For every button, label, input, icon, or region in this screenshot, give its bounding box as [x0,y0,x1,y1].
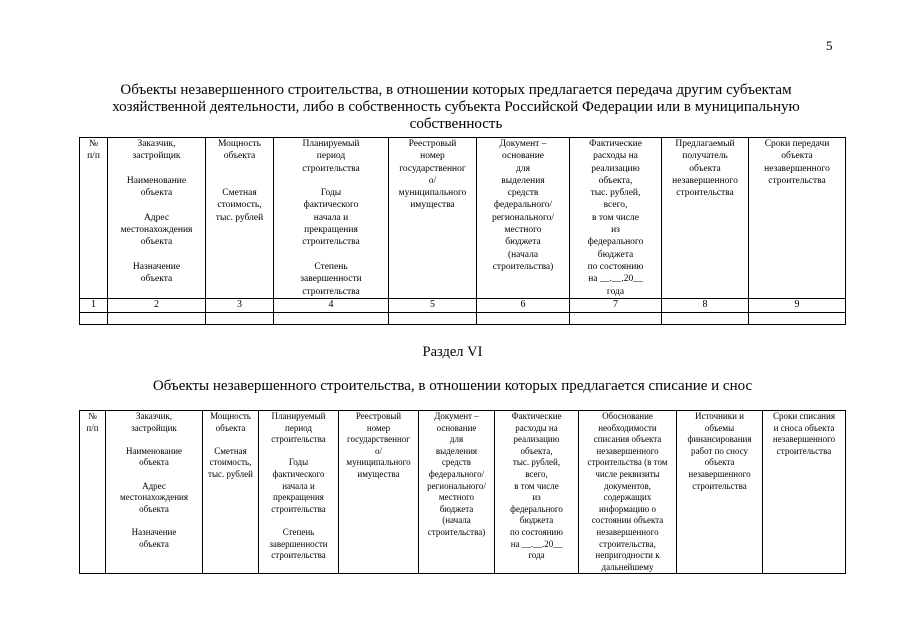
table-cell [206,313,274,325]
header-text-line: государственног [346,434,411,445]
column-header [106,411,203,574]
header-text-line: расходы на [515,422,558,433]
column-number-cell: 4 [274,299,389,313]
table-header-row [80,138,846,299]
header-text-line: строительства [768,175,826,186]
header-text-line: документов, [603,480,652,491]
header-text-line: объекта [215,422,246,433]
column-header [108,138,206,299]
header-text-line [204,434,257,446]
header-text-line: Сметная [214,445,247,456]
header-text-line: фактического [272,468,325,479]
table-cell [389,313,477,325]
column-number-cell: 6 [477,299,570,313]
header-text-line: строительства [271,434,326,445]
header-text-line: Предлагаемый [675,139,735,149]
header-text-line: Наименование [125,445,183,456]
header-text-line: местонахождения [119,492,189,503]
header-text-line: завершенности [300,274,362,285]
column-header [419,411,495,574]
header-text-line: содержащих [603,492,652,503]
column-header [259,411,339,574]
header-text-line: регионального/ [491,212,555,223]
column-header [677,411,763,574]
header-text-line: незавершенного [596,526,659,537]
header-text-line: Документ – [499,139,547,149]
column-header [203,411,259,574]
table-cell [108,313,206,325]
header-text-line: Сроки списания [773,411,835,421]
header-text-line: федерального [587,237,644,248]
header-text-line: о/ [428,175,437,186]
header-text-line: выделения [435,445,478,456]
header-text-line: начала и [282,480,315,491]
column-number-cell: 2 [108,299,206,313]
header-text-line: стоимость, [217,200,262,211]
header-text-line: объекта [140,274,173,285]
header-text-line: в том числе [592,212,639,223]
header-text-line: бюджета [597,249,634,260]
header-text-line: Степень [314,261,348,272]
section5-table [79,137,846,325]
column-header [206,138,274,299]
column-number-cell: 5 [389,299,477,313]
header-text-line: номер [420,151,445,162]
header-text-line: Адрес [142,480,166,491]
header-text-line: списания объекта [593,434,662,445]
column-header [80,411,106,574]
column-header [763,411,846,574]
header-text-line [207,163,272,175]
header-text-line [109,163,204,175]
header-text-line: для [516,163,530,174]
header-text-line: Назначение [132,261,181,272]
header-text-line: строительства [302,163,360,174]
header-text-line: незавершенного [772,434,836,445]
header-text-line: информацию о [598,503,657,514]
header-text-line: незавершенного [764,163,830,174]
header-text-line: в том числе [514,480,559,491]
header-text-line: года [528,550,545,561]
header-text-line: основание [436,422,477,433]
column-number-cell: 1 [80,299,108,313]
header-text-line: начала и [313,212,349,223]
header-text-line: дальнейшему [601,561,654,572]
column-header [339,411,419,574]
section-heading: Раздел VI [422,344,483,360]
header-text-line: реализацию [513,434,560,445]
header-text-line: объекта, [598,175,633,186]
header-text-line: объекта [781,151,813,162]
header-text-line: объекта [139,538,169,549]
header-text-line [107,469,201,481]
header-text-line: прекращения [273,492,324,503]
column-header [749,138,846,299]
table-cell [662,313,749,325]
header-text-line: реализацию [591,163,640,174]
header-text-line: федерального/ [493,200,553,211]
column-header [274,138,389,299]
header-text-line: застройщик [131,422,177,433]
header-text-line: имущества [410,200,455,211]
header-text-line: прекращения [304,225,358,236]
column-header [389,138,477,299]
table-cell [749,313,846,325]
header-text-line: основание [502,151,544,162]
header-text-line: на __.__.20__ [588,274,643,285]
header-text-line: Заказчик, [135,411,173,421]
header-text-line: завершенности [269,538,328,549]
header-text-line: имущества [357,468,400,479]
header-text-line: муниципального [398,188,467,199]
header-text-line: период [316,151,346,162]
header-text-line: строительства [692,480,747,491]
header-text-line: застройщик [132,151,181,162]
header-text-line: всего, [603,200,628,211]
header-text-line: № [88,411,97,421]
column-number-cell: 8 [662,299,749,313]
table-cell [274,313,389,325]
header-text-line: по состоянию [587,261,644,272]
header-text-line: строительства, [599,538,656,549]
header-text-line [260,446,337,458]
header-text-line: необходимости [598,422,657,433]
header-text-line: незавершенного [596,445,659,456]
column-number-row [80,299,846,313]
header-text-line: бюджета [439,503,474,514]
table-row [80,313,846,325]
header-text-line: федерального [510,503,563,514]
header-text-line: стоимость, [209,457,252,468]
header-text-line: Заказчик, [137,139,176,149]
header-text-line: из [532,492,541,503]
header-text-line: строительства [776,445,832,456]
header-text-line: федерального/ [428,468,485,479]
header-text-line: Планируемый [302,139,360,149]
header-text-line: строительства [271,550,326,561]
header-text-line: состоянии объекта [591,515,664,526]
header-text-line: местонахождения [120,225,193,236]
header-text-line: незавершенного [672,175,738,186]
header-text-line: Планируемый [271,411,326,421]
header-text-line: строительства [302,286,360,297]
header-text-line: объекта [140,188,173,199]
header-text-line: п/п [87,151,100,162]
header-text-line: по состоянию [510,526,563,537]
header-text-line: объекта [223,151,256,162]
header-text-line: п/п [86,422,99,433]
table-header-row [80,411,846,574]
header-text-line: строительства [676,188,734,199]
header-text-line: выделения [501,175,545,186]
header-text-line [275,175,387,187]
header-text-line: строительства (в том [587,457,668,468]
column-header [662,138,749,299]
header-text-line: Назначение [131,526,177,537]
header-text-line: Мощность [210,411,251,421]
header-text-line [260,515,337,527]
header-text-line: получатель [682,151,728,162]
header-text-line: тыс. рублей [208,468,253,479]
column-number-cell: 9 [749,299,846,313]
header-text-line: Документ – [434,411,479,421]
header-text-line: объекта, [520,445,553,456]
section6-table [79,410,846,574]
header-text-line: Адрес [143,212,170,223]
header-text-line: (начала [442,515,471,526]
header-text-line: на __.__.20__ [510,538,563,549]
column-header [579,411,677,574]
header-text-line: Сроки передачи [764,139,830,149]
header-text-line: местного [438,492,475,503]
section6-title: Объекты незавершенного строительства, в отношении которых предлагается списание и снос [152,378,753,394]
header-text-line: Реестровый [355,411,402,421]
column-header [495,411,579,574]
section5-title: Объекты незавершенного строительства, в отношении которых предлагается передача другим субъектам хозяйственной деятельности, либо в собственность субъекта Российской Федерации или в муниципальную собственность [112,82,800,132]
header-text-line: объекта [140,237,173,248]
column-header [477,138,570,299]
header-text-line: Источники и [695,411,744,421]
column-number-cell: 3 [206,299,274,313]
header-text-line: Степень [282,526,315,537]
column-number-cell: 7 [570,299,662,313]
header-text-line: непригодности к [595,550,660,561]
header-text-line: Годы [288,457,309,468]
header-text-line: объекта [139,457,169,468]
header-text-line: тыс. рублей, [512,457,561,468]
header-text-line: Обоснование [602,411,653,421]
header-text-line: муниципального [346,457,411,468]
header-text-line: Фактические [511,411,562,421]
header-text-line: № [88,139,99,149]
header-text-line: регионального/ [427,480,486,491]
header-text-line: о/ [374,445,382,456]
header-text-line: местного [504,225,542,236]
header-text-line: бюджета [505,237,541,248]
header-text-line: средств [441,457,472,468]
table-cell [80,313,108,325]
header-text-line: из [611,225,620,236]
header-text-line [109,199,204,211]
column-header [80,138,108,299]
header-text-line [107,515,201,527]
header-text-line: тыс. рублей, [590,188,641,199]
header-text-line: объекта [689,163,721,174]
header-text-line: строительства) [427,526,486,537]
header-text-line [107,434,201,446]
header-text-line: финансирования [687,434,752,445]
header-text-line: номер [366,422,391,433]
header-text-line: государственног [399,163,466,174]
header-text-line: Реестровый [408,139,457,149]
header-text-line: фактического [303,200,359,211]
header-text-line [275,249,387,261]
page-number: 5 [826,38,833,53]
header-text-line: года [606,286,625,297]
header-text-line: незавершенного [688,468,751,479]
header-text-line: расходы на [593,151,638,162]
header-text-line: Сметная [222,188,257,199]
header-text-line: строительства [271,503,326,514]
table-cell [570,313,662,325]
header-text-line: и сноса объекта [773,422,835,433]
column-header [570,138,662,299]
header-text-line: Мощность [217,139,262,149]
header-text-line: Годы [320,188,342,199]
header-text-line: всего, [525,468,548,479]
header-text-line: (начала [507,249,539,260]
header-text-line: бюджета [519,515,554,526]
header-text-line: работ по сносу [690,445,749,456]
header-text-line: для [449,434,464,445]
header-text-line: объемы [704,422,735,433]
header-text-line: тыс. рублей [215,212,264,223]
header-text-line: Фактические [589,139,642,149]
header-text-line [109,249,204,261]
table-cell [477,313,570,325]
header-text-line: строительства [302,237,360,248]
header-text-line: объекта [704,457,735,468]
header-text-line: числе реквизиты [595,468,660,479]
header-text-line [207,175,272,187]
header-text-line: период [285,422,312,433]
header-text-line: Наименование [126,175,187,186]
header-text-line: объекта [139,503,169,514]
header-text-line: строительства) [492,261,554,272]
header-text-line: средств [507,188,539,199]
